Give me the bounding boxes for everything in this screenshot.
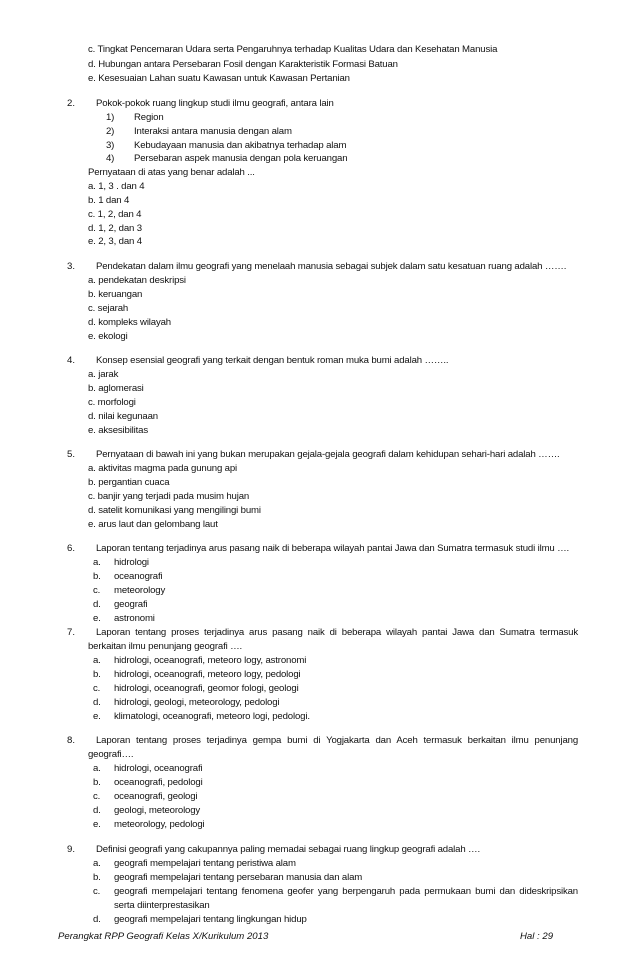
option-text: hidrologi, geologi, meteorology, pedologi: [114, 697, 280, 708]
option-text: b. aglomerasi: [88, 383, 144, 394]
option-letter: c.: [93, 683, 101, 694]
option-letter: b.: [93, 571, 101, 582]
option-letter: b.: [93, 872, 101, 883]
list-number: 4): [106, 153, 115, 164]
option-text: c. 1, 2, dan 4: [88, 209, 142, 220]
option-letter: a.: [93, 858, 101, 869]
option-text-continuation: serta diinterprestasikan: [114, 900, 210, 911]
option-text: b. pergantian cuaca: [88, 477, 170, 488]
question-stem: Laporan tentang proses terjadinya gempa bumi di Yogjakarta dan Aceh termasuk berkaitan ilmu penunjang: [96, 735, 578, 746]
list-number: 2): [106, 126, 115, 137]
question-number: 9.: [67, 844, 76, 855]
option-letter: e.: [93, 613, 101, 624]
option-text: e. Kesesuaian Lahan suatu Kawasan untuk Kawasan Pertanian: [88, 73, 350, 84]
option-text: e. ekologi: [88, 331, 128, 342]
option-letter: c.: [93, 886, 101, 897]
option-text: oceanografi, geologi: [114, 791, 198, 802]
option-text: c. banjir yang terjadi pada musim hujan: [88, 491, 250, 502]
question-number: 3.: [67, 261, 76, 272]
option-text: hidrologi: [114, 557, 149, 568]
question-number: 8.: [67, 735, 76, 746]
page-number: Hal : 29: [520, 931, 554, 942]
option-text: meteorology: [114, 585, 166, 596]
question-stem: Pokok-pokok ruang lingkup studi ilmu geografi, antara lain: [96, 98, 334, 109]
option-text: geografi mempelajari tentang fenomena geofer yang berpengaruh pada permukaan bumi dan dideskripsikan: [114, 886, 578, 897]
option-letter: e.: [93, 711, 101, 722]
question-number: 2.: [67, 98, 76, 109]
option-letter: b.: [93, 669, 101, 680]
option-text: e. aksesibilitas: [88, 425, 148, 436]
question-number: 6.: [67, 543, 76, 554]
option-text: e. 2, 3, dan 4: [88, 236, 142, 247]
option-text: oceanografi, pedologi: [114, 777, 203, 788]
option-text: b. 1 dan 4: [88, 195, 130, 206]
option-text: hidrologi, oceanografi: [114, 763, 203, 774]
question-stem: Pernyataan di bawah ini yang bukan merupakan gejala-gejala geografi dalam kehidupan sehari-hari adalah …….: [96, 449, 560, 460]
option-text: a. pendekatan deskripsi: [88, 275, 186, 286]
question-number: 5.: [67, 449, 76, 460]
list-item: Interaksi antara manusia dengan alam: [134, 126, 292, 137]
question-stem: Konsep esensial geografi yang terkait dengan bentuk roman muka bumi adalah ……..: [96, 355, 449, 366]
option-text: klimatologi, oceanografi, meteoro logi, pedologi.: [114, 711, 310, 722]
option-text: c. sejarah: [88, 303, 129, 314]
question-number: 7.: [67, 627, 76, 638]
option-text: d. Hubungan antara Persebaran Fosil dengan Karakteristik Formasi Batuan: [88, 59, 398, 70]
list-item: Kebudayaan manusia dan akibatnya terhadap alam: [134, 140, 347, 151]
option-text: a. aktivitas magma pada gunung api: [88, 463, 238, 474]
option-letter: a.: [93, 655, 101, 666]
option-text: b. keruangan: [88, 289, 143, 300]
option-letter: d.: [93, 697, 101, 708]
option-text: d. nilai kegunaan: [88, 411, 158, 422]
question-prompt: Pernyataan di atas yang benar adalah ...: [88, 167, 255, 178]
option-text: d. satelit komunikasi yang mengilingi bumi: [88, 505, 261, 516]
option-text: d. kompleks wilayah: [88, 317, 171, 328]
question-number: 4.: [67, 355, 76, 366]
option-letter: e.: [93, 819, 101, 830]
option-text: geografi: [114, 599, 148, 610]
option-text: a. 1, 3 . dan 4: [88, 181, 145, 192]
option-letter: b.: [93, 777, 101, 788]
option-letter: d.: [93, 914, 101, 925]
question-stem: Laporan tentang terjadinya arus pasang naik di beberapa wilayah pantai Jawa dan Sumatra termasuk studi ilmu ….: [96, 543, 570, 554]
option-text: meteorology, pedologi: [114, 819, 205, 830]
option-letter: d.: [93, 805, 101, 816]
list-item: Persebaran aspek manusia dengan pola keruangan: [134, 153, 348, 164]
option-text: d. 1, 2, dan 3: [88, 223, 142, 234]
option-letter: a.: [93, 557, 101, 568]
question-stem: Definisi geografi yang cakupannya paling memadai sebagai ruang lingkup geografi adalah ….: [96, 844, 480, 855]
question-stem-continuation: berkaitan ilmu penunjang geografi ….: [88, 641, 243, 652]
option-text: a. jarak: [88, 369, 119, 380]
option-text: astronomi: [114, 613, 155, 624]
option-text: geografi mempelajari tentang peristiwa alam: [114, 858, 296, 869]
option-text: e. arus laut dan gelombang laut: [88, 519, 218, 530]
option-letter: c.: [93, 791, 101, 802]
option-text: hidrologi, oceanografi, geomor fologi, geologi: [114, 683, 299, 694]
question-stem-continuation: geografi….: [88, 749, 134, 760]
option-letter: a.: [93, 763, 101, 774]
list-number: 1): [106, 112, 115, 123]
option-text: hidrologi, oceanografi, meteoro logy, pedologi: [114, 669, 301, 680]
footer-document-title: Perangkat RPP Geografi Kelas X/Kurikulum 2013: [58, 931, 269, 942]
question-stem: Laporan tentang proses terjadinya arus pasang naik di beberapa wilayah pantai Jawa dan Sumatra termasuk: [96, 627, 578, 638]
option-text: hidrologi, oceanografi, meteoro logy, astronomi: [114, 655, 307, 666]
list-number: 3): [106, 140, 115, 151]
option-text: geografi mempelajari tentang lingkungan hidup: [114, 914, 307, 925]
option-letter: d.: [93, 599, 101, 610]
option-text: geografi mempelajari tentang persebaran manusia dan alam: [114, 872, 363, 883]
option-text: geologi, meteorology: [114, 805, 201, 816]
option-text: c. Tingkat Pencemaran Udara serta Pengaruhnya terhadap Kualitas Udara dan Kesehatan Manusia: [88, 44, 498, 55]
option-text: c. morfologi: [88, 397, 136, 408]
list-item: Region: [134, 112, 164, 123]
question-stem: Pendekatan dalam ilmu geografi yang menelaah manusia sebagai subjek dalam satu kesatuan ruang adalah …….: [96, 261, 567, 272]
option-text: oceanografi: [114, 571, 163, 582]
option-letter: c.: [93, 585, 101, 596]
